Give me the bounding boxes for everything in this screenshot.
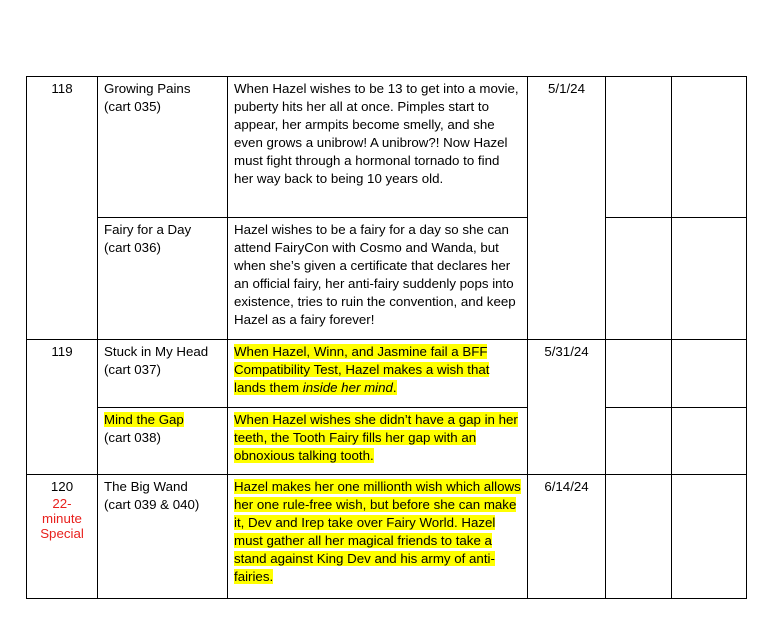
episode-number: [27, 77, 98, 340]
segment-cart: (cart 036): [104, 240, 161, 255]
empty-cell: [672, 475, 747, 599]
segment-description: [228, 77, 528, 218]
episode-number: [27, 340, 98, 475]
segment-title-cell: [98, 475, 228, 599]
segment-description-text: Hazel wishes to be a fairy for a day so she can attend FairyCon with Cosmo and Wanda, but when she’s given a certificate that declares her an official fairy, her anti-fairy suddenly pops into existence, tries to ruin the convention, and keep Hazel as a fairy forever!: [234, 222, 516, 327]
segment-description: [228, 218, 528, 340]
empty-cell: [606, 475, 672, 599]
table-row: [27, 77, 747, 218]
episode-number-text: 120: [50, 479, 74, 494]
air-date: [528, 475, 606, 599]
table-row: [27, 340, 747, 408]
episode-table: [26, 76, 747, 599]
segment-description: [228, 408, 528, 475]
empty-cell: [672, 340, 747, 408]
segment-description-text: When Hazel wishes to be 13 to get into a movie, puberty hits her all at once. Pimples start to appear, her armpits become smelly, and she even grows a unibrow! A unibrow?! Now Hazel must fight through a hormonal tornado to find her way back to being 10 years old.: [234, 81, 519, 186]
air-date-text: 5/31/24: [544, 344, 589, 359]
air-date-text: 6/14/24: [544, 479, 589, 494]
special-label-line: Special: [40, 526, 84, 541]
segment-cart: (cart 038): [104, 430, 161, 445]
segment-description-text: When Hazel wishes she didn’t have a gap in her teeth, the Tooth Fairy fills her gap with an obnoxious talking tooth.: [234, 412, 518, 463]
air-date: [528, 340, 606, 475]
episode-number-text: 119: [51, 344, 73, 359]
segment-title: Stuck in My Head: [104, 344, 209, 359]
empty-cell: [606, 218, 672, 340]
segment-description-text: Hazel makes her one millionth wish which allows her one rule-free wish, but before she can make it, Dev and Irep take over Fairy World. Hazel must gather all her magical friends to take a stand against King Dev and his army of anti-fairies.: [234, 479, 521, 584]
empty-cell: [672, 408, 747, 475]
segment-description-text: When Hazel, Winn, and Jasmine fail a BFF Compatibility Test, Hazel makes a wish that lands them: [234, 344, 490, 395]
segment-cart: (cart 037): [104, 362, 161, 377]
segment-title-cell: [98, 218, 228, 340]
episode-number-text: 118: [51, 81, 73, 96]
segment-title-cell: [98, 340, 228, 408]
table-row: [27, 408, 747, 475]
segment-title: The Big Wand: [104, 479, 188, 494]
episode-number: [27, 475, 98, 599]
empty-cell: [606, 408, 672, 475]
special-label-line: 22-: [52, 496, 72, 511]
segment-description: [228, 340, 528, 408]
empty-cell: [606, 77, 672, 218]
segment-title: Growing Pains: [104, 81, 191, 96]
table-row: [27, 475, 747, 599]
segment-title: Mind the Gap: [104, 412, 184, 427]
segment-cart: (cart 039 & 040): [104, 497, 200, 512]
empty-cell: [672, 218, 747, 340]
table-row: [27, 218, 747, 340]
segment-title: Fairy for a Day: [104, 222, 192, 237]
segment-description: [228, 475, 528, 599]
empty-cell: [672, 77, 747, 218]
segment-description-end: .: [392, 380, 397, 395]
empty-cell: [606, 340, 672, 408]
special-label-line: minute: [42, 511, 82, 526]
segment-cart: (cart 035): [104, 99, 161, 114]
segment-title-cell: [98, 408, 228, 475]
air-date-text: 5/1/24: [548, 81, 585, 96]
air-date: [528, 77, 606, 340]
segment-title-cell: [98, 77, 228, 218]
segment-description-italic: inside her mind: [302, 380, 393, 395]
